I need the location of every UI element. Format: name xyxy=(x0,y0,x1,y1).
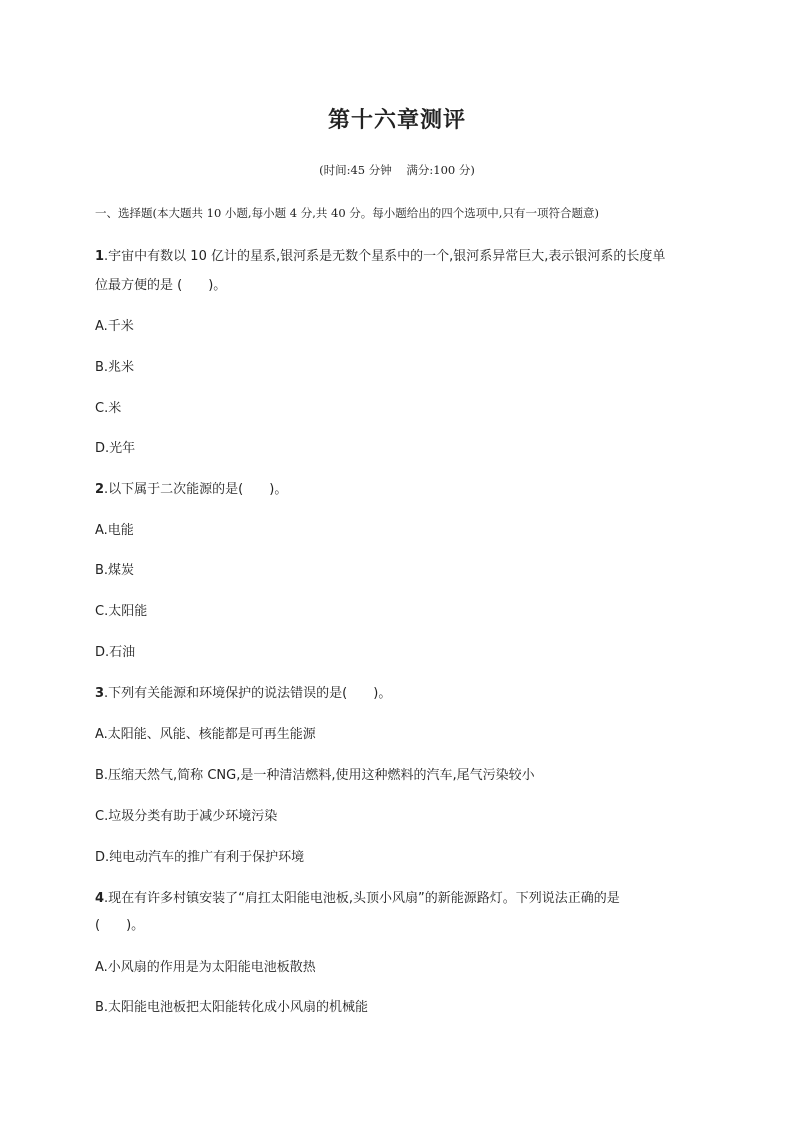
question-4-stem xyxy=(95,887,620,906)
exam-meta: (时间:45 分钟 满分:100 分) xyxy=(319,163,475,177)
question-text: .宇宙中有数以 10 亿计的星系,银河系是无数个星系中的一个,银河系异常巨大,表示银河系的长度单 xyxy=(104,249,666,264)
question-2-option-c: C.太阳能 xyxy=(95,604,148,619)
question-1-option-b: B.兆米 xyxy=(95,360,135,375)
page-title: 第十六章测评 xyxy=(327,108,466,133)
question-2-option-b: B.煤炭 xyxy=(95,563,135,578)
question-1-option-d: D.光年 xyxy=(95,441,136,456)
question-3-option-c: C.垃圾分类有助于减少环境污染 xyxy=(95,809,278,824)
question-2-stem xyxy=(95,478,287,497)
question-1-option-c: C.米 xyxy=(95,401,122,416)
question-number: 2 xyxy=(95,482,105,497)
question-number: 3 xyxy=(95,686,105,701)
question-3-option-b: B.压缩天然气,简称 CNG,是一种清洁燃料,使用这种燃料的汽车,尾气污染较小 xyxy=(95,768,535,783)
question-3-stem xyxy=(95,682,391,701)
question-2-option-d: D.石油 xyxy=(95,645,136,660)
section-heading: 一、选择题(本大题共 10 小题,每小题 4 分,共 40 分。每小题给出的四个选项中,只有一项符合题意) xyxy=(95,206,599,220)
question-2-option-a: A.电能 xyxy=(95,523,134,538)
question-4-stem-cont: ( )。 xyxy=(95,918,145,933)
question-3-option-a: A.太阳能、风能、核能都是可再生能源 xyxy=(95,727,316,742)
question-text: .现在有许多村镇安装了“肩扛太阳能电池板,头顶小风扇”的新能源路灯。下列说法正确的是 xyxy=(104,891,620,906)
question-1-stem-cont: 位最方便的是 ( )。 xyxy=(95,278,227,293)
question-1-option-a: A.千米 xyxy=(95,319,134,334)
question-number: 1 xyxy=(95,249,105,264)
question-text: .下列有关能源和环境保护的说法错误的是( )。 xyxy=(104,686,392,701)
question-4-option-b: B.太阳能电池板把太阳能转化成小风扇的机械能 xyxy=(95,1000,369,1015)
question-number: 4 xyxy=(95,891,105,906)
question-1-stem xyxy=(95,245,665,264)
question-4-option-a: A.小风扇的作用是为太阳能电池板散热 xyxy=(95,960,316,975)
question-3-option-d: D.纯电动汽车的推广有利于保护环境 xyxy=(95,850,305,865)
question-text: .以下属于二次能源的是( )。 xyxy=(104,482,288,497)
